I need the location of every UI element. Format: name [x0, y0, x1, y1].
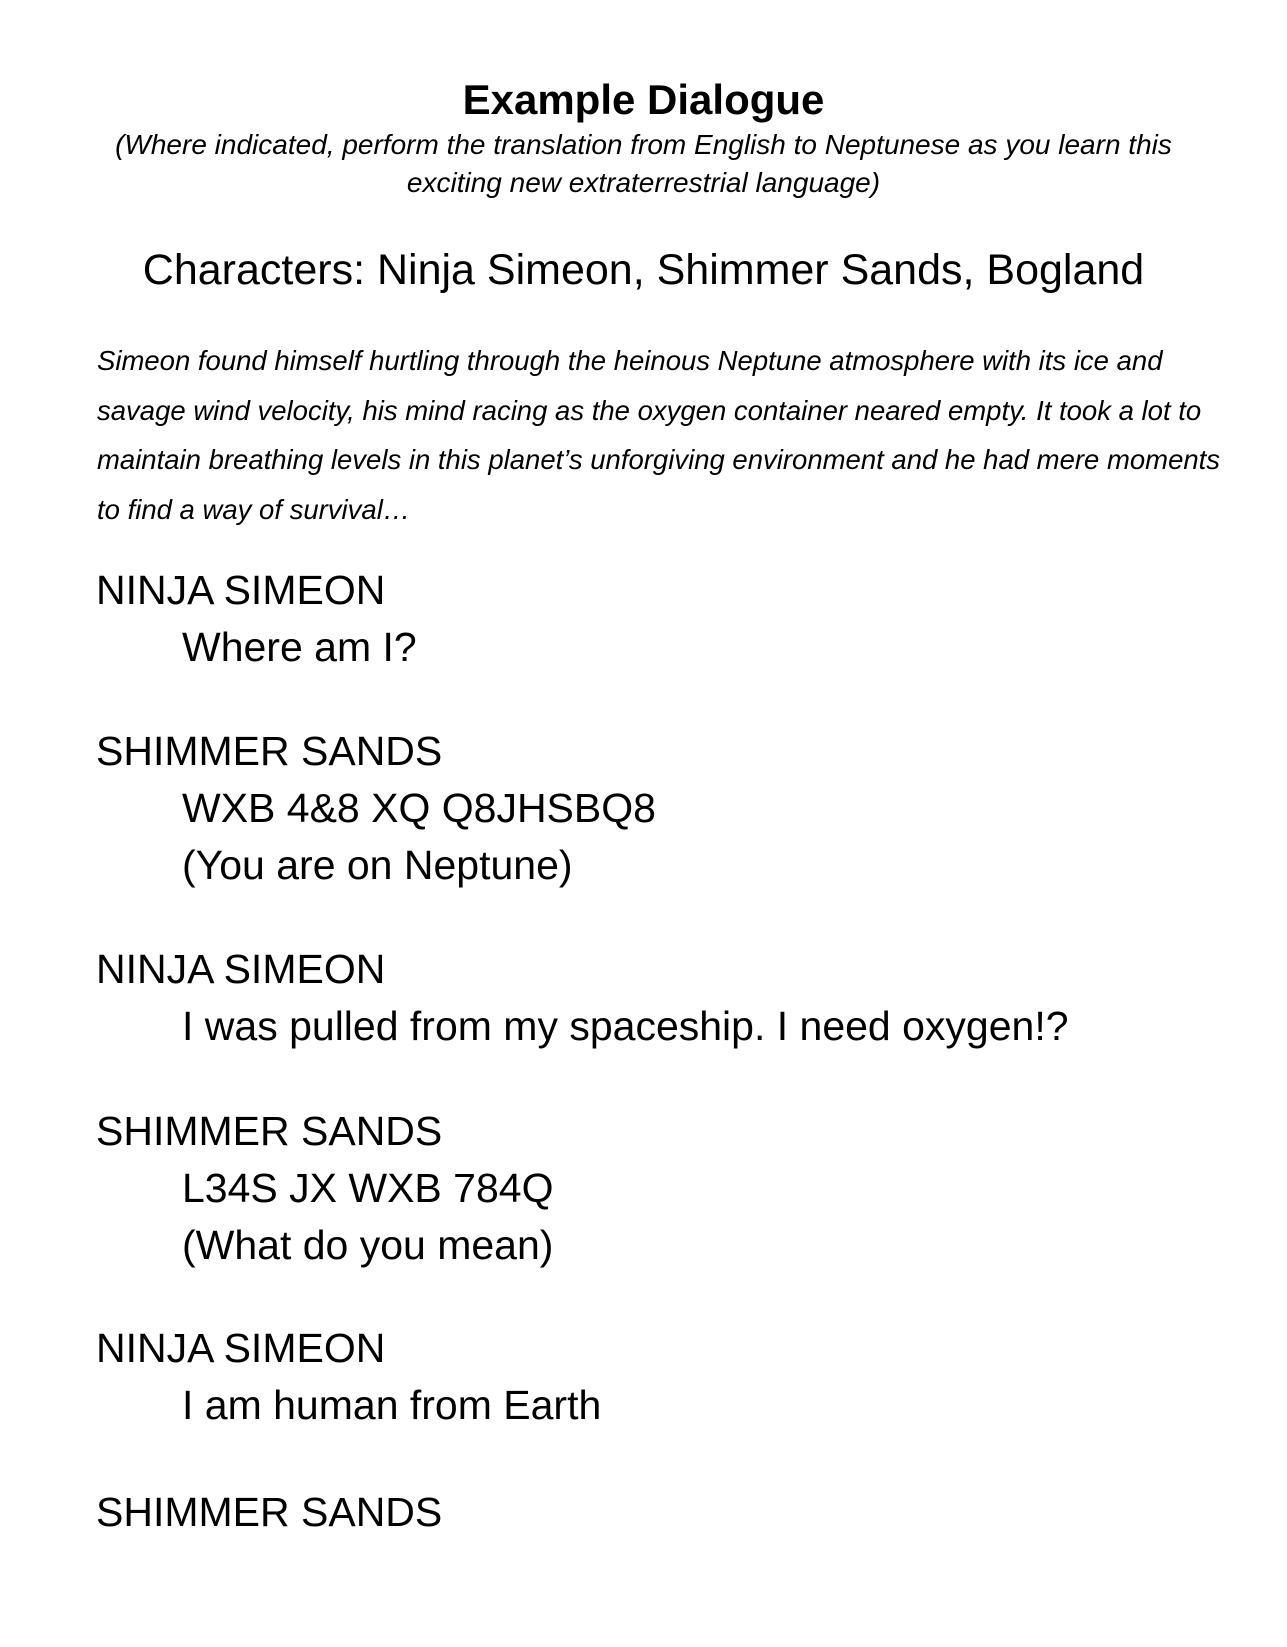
intro-paragraph: Simeon found himself hurtling through the heinous Neptune atmosphere with its ice and savage wind velocity, his mind racing as the oxygen container neared empty. It took a lot to maintain breathing levels in this planet’s unforgiving environment and he had mere moments to find a way of survival…	[97, 345, 1221, 525]
speaker-name: NINJA SIMEON	[96, 946, 386, 992]
speaker-name: SHIMMER SANDS	[96, 728, 443, 774]
dialogue-line-translation: (What do you mean)	[182, 1222, 554, 1268]
dialogue-block	[96, 562, 1246, 676]
dialogue-block	[96, 1320, 1246, 1434]
dialogue-block	[96, 723, 1246, 894]
speaker-name: SHIMMER SANDS	[96, 1108, 443, 1154]
speaker-name: NINJA SIMEON	[96, 567, 386, 613]
characters-list: Characters: Ninja Simeon, Shimmer Sands, Bogland	[142, 246, 1145, 294]
dialogue-line-neptunese: WXB 4&8 XQ Q8JHSBQ8	[182, 785, 656, 831]
speaker-name: NINJA SIMEON	[96, 1325, 386, 1371]
dialogue-line: I was pulled from my spaceship. I need oxygen!?	[182, 1003, 1069, 1049]
speaker-name: SHIMMER SANDS	[96, 1489, 443, 1535]
document-subtitle: (Where indicated, perform the translation from English to Neptunese as you learn this exciting new extraterrestrial language)	[115, 129, 1172, 198]
dialogue-block	[96, 1484, 1246, 1541]
dialogue-line-neptunese: L34S JX WXB 784Q	[182, 1165, 554, 1211]
dialogue-block	[96, 941, 1246, 1055]
dialogue-block	[96, 1103, 1246, 1274]
document-title: Example Dialogue	[462, 76, 825, 123]
dialogue-line: Where am I?	[182, 624, 417, 670]
dialogue-line: I am human from Earth	[182, 1382, 602, 1428]
dialogue-line-translation: (You are on Neptune)	[182, 842, 573, 888]
